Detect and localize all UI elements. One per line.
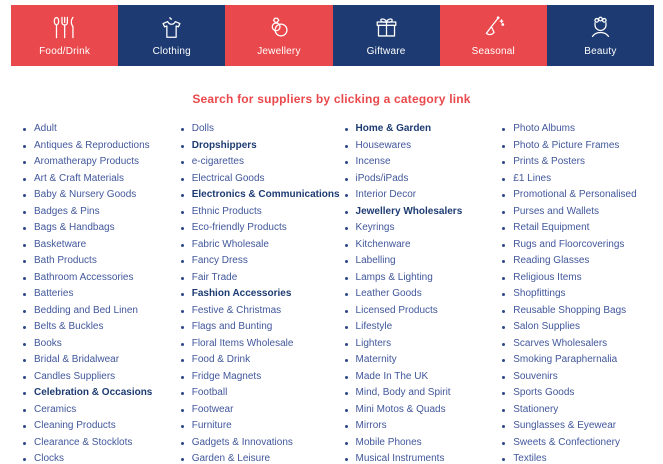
category-link[interactable]: Sweets & Confectionery bbox=[501, 435, 655, 452]
category-link[interactable]: Dropshippers bbox=[180, 138, 340, 155]
category-link[interactable]: Fancy Dress bbox=[180, 253, 340, 270]
category-link[interactable]: Food & Drink bbox=[180, 352, 340, 369]
category-link[interactable]: Furniture bbox=[180, 418, 340, 435]
category-columns bbox=[0, 121, 663, 464]
category-link[interactable]: Books bbox=[22, 336, 176, 353]
category-link[interactable]: Bridal & Bridalwear bbox=[22, 352, 176, 369]
category-link[interactable]: Badges & Pins bbox=[22, 204, 176, 221]
category-link[interactable]: Garden & Leisure bbox=[180, 451, 340, 464]
category-link[interactable]: Aromatherapy Products bbox=[22, 154, 176, 171]
category-link[interactable]: £1 Lines bbox=[501, 171, 655, 188]
category-link[interactable]: Jewellery Wholesalers bbox=[344, 204, 498, 221]
category-link[interactable]: Housewares bbox=[344, 138, 498, 155]
category-link[interactable]: Lamps & Lighting bbox=[344, 270, 498, 287]
category-link[interactable]: Footwear bbox=[180, 402, 340, 419]
tab-label: Clothing bbox=[152, 46, 191, 57]
category-link[interactable]: Retail Equipment bbox=[501, 220, 655, 237]
category-link[interactable]: Festive & Christmas bbox=[180, 303, 340, 320]
category-link[interactable]: Reading Glasses bbox=[501, 253, 655, 270]
category-link[interactable]: Bathroom Accessories bbox=[22, 270, 176, 287]
category-link[interactable]: Floral Items Wholesale bbox=[180, 336, 340, 353]
beauty-icon bbox=[587, 14, 614, 41]
category-link[interactable]: Fashion Accessories bbox=[180, 286, 340, 303]
category-link[interactable]: Musical Instruments bbox=[344, 451, 498, 464]
category-link[interactable]: Flags and Bunting bbox=[180, 319, 340, 336]
category-link[interactable]: Made In The UK bbox=[344, 369, 498, 386]
tab-giftware[interactable] bbox=[333, 5, 440, 66]
category-link[interactable]: Baby & Nursery Goods bbox=[22, 187, 176, 204]
category-link[interactable]: Gadgets & Innovations bbox=[180, 435, 340, 452]
category-tabs bbox=[11, 5, 654, 66]
category-link[interactable]: Stationery bbox=[501, 402, 655, 419]
tab-beauty[interactable] bbox=[547, 5, 654, 66]
category-link[interactable]: Prints & Posters bbox=[501, 154, 655, 171]
category-link[interactable]: Fridge Magnets bbox=[180, 369, 340, 386]
category-link[interactable]: Smoking Paraphernalia bbox=[501, 352, 655, 369]
category-link[interactable]: Football bbox=[180, 385, 340, 402]
category-link[interactable]: Mirrors bbox=[344, 418, 498, 435]
category-link[interactable]: Electrical Goods bbox=[180, 171, 340, 188]
category-link[interactable]: Home & Garden bbox=[344, 121, 498, 138]
category-link[interactable]: Dolls bbox=[180, 121, 340, 138]
category-link[interactable]: Shopfittings bbox=[501, 286, 655, 303]
category-link[interactable]: Cleaning Products bbox=[22, 418, 176, 435]
category-link[interactable]: Purses and Wallets bbox=[501, 204, 655, 221]
category-link[interactable]: Sports Goods bbox=[501, 385, 655, 402]
broom-icon bbox=[480, 14, 507, 41]
category-link[interactable]: Batteries bbox=[22, 286, 176, 303]
category-link[interactable]: Souvenirs bbox=[501, 369, 655, 386]
category-link[interactable]: Reusable Shopping Bags bbox=[501, 303, 655, 320]
category-link[interactable]: Textiles bbox=[501, 451, 655, 464]
category-link[interactable]: Rugs and Floorcoverings bbox=[501, 237, 655, 254]
category-link[interactable]: Art & Craft Materials bbox=[22, 171, 176, 188]
tab-label: Beauty bbox=[584, 46, 617, 57]
category-link[interactable]: Keyrings bbox=[344, 220, 498, 237]
category-link[interactable]: Ceramics bbox=[22, 402, 176, 419]
category-link[interactable]: Mini Motos & Quads bbox=[344, 402, 498, 419]
category-link[interactable]: Antiques & Reproductions bbox=[22, 138, 176, 155]
tab-seasonal[interactable] bbox=[440, 5, 547, 66]
category-link[interactable]: Mobile Phones bbox=[344, 435, 498, 452]
category-link[interactable]: Fair Trade bbox=[180, 270, 340, 287]
category-link[interactable]: Lifestyle bbox=[344, 319, 498, 336]
category-link[interactable]: iPods/iPads bbox=[344, 171, 498, 188]
gift-icon bbox=[373, 14, 400, 41]
category-link[interactable]: Bath Products bbox=[22, 253, 176, 270]
category-link[interactable]: Salon Supplies bbox=[501, 319, 655, 336]
category-link[interactable]: Leather Goods bbox=[344, 286, 498, 303]
category-column bbox=[180, 121, 340, 464]
category-link[interactable]: Incense bbox=[344, 154, 498, 171]
category-link[interactable]: Electronics & Communications bbox=[180, 187, 340, 204]
category-link[interactable]: Celebration & Occasions bbox=[22, 385, 176, 402]
category-link[interactable]: Eco-friendly Products bbox=[180, 220, 340, 237]
rings-icon bbox=[265, 14, 292, 41]
category-column bbox=[501, 121, 655, 464]
category-link[interactable]: Bedding and Bed Linen bbox=[22, 303, 176, 320]
category-link[interactable]: Labelling bbox=[344, 253, 498, 270]
category-column bbox=[344, 121, 498, 464]
category-link[interactable]: Kitchenware bbox=[344, 237, 498, 254]
category-link[interactable]: Maternity bbox=[344, 352, 498, 369]
category-link[interactable]: Fabric Wholesale bbox=[180, 237, 340, 254]
category-link[interactable]: Ethnic Products bbox=[180, 204, 340, 221]
category-link[interactable]: Licensed Products bbox=[344, 303, 498, 320]
tab-label: Food/Drink bbox=[39, 46, 91, 57]
category-link[interactable]: Interior Decor bbox=[344, 187, 498, 204]
tshirt-icon bbox=[158, 14, 185, 41]
category-link[interactable]: Basketware bbox=[22, 237, 176, 254]
tab-jewellery[interactable] bbox=[225, 5, 332, 66]
category-link[interactable]: Candles Suppliers bbox=[22, 369, 176, 386]
category-link[interactable]: Promotional & Personalised bbox=[501, 187, 655, 204]
category-link[interactable]: Photo Albums bbox=[501, 121, 655, 138]
category-link[interactable]: Belts & Buckles bbox=[22, 319, 176, 336]
category-column bbox=[22, 121, 176, 464]
category-link[interactable]: Clearance & Stocklots bbox=[22, 435, 176, 452]
category-link[interactable]: Photo & Picture Frames bbox=[501, 138, 655, 155]
category-link[interactable]: Lighters bbox=[344, 336, 498, 353]
category-link[interactable]: Scarves Wholesalers bbox=[501, 336, 655, 353]
page-title: Search for suppliers by clicking a category link bbox=[192, 92, 471, 106]
tab-label: Giftware bbox=[366, 46, 406, 57]
category-link[interactable]: Sunglasses & Eyewear bbox=[501, 418, 655, 435]
cutlery-icon bbox=[51, 14, 78, 41]
category-link[interactable]: Bags & Handbags bbox=[22, 220, 176, 237]
tab-label: Seasonal bbox=[471, 46, 515, 57]
category-link[interactable]: Clocks bbox=[22, 451, 176, 464]
category-link[interactable]: Mind, Body and Spirit bbox=[344, 385, 498, 402]
tab-clothing[interactable] bbox=[118, 5, 225, 66]
tab-food-drink[interactable] bbox=[11, 5, 118, 66]
category-link[interactable]: e-cigarettes bbox=[180, 154, 340, 171]
tab-label: Jewellery bbox=[257, 46, 301, 57]
category-link[interactable]: Adult bbox=[22, 121, 176, 138]
category-link[interactable]: Religious Items bbox=[501, 270, 655, 287]
